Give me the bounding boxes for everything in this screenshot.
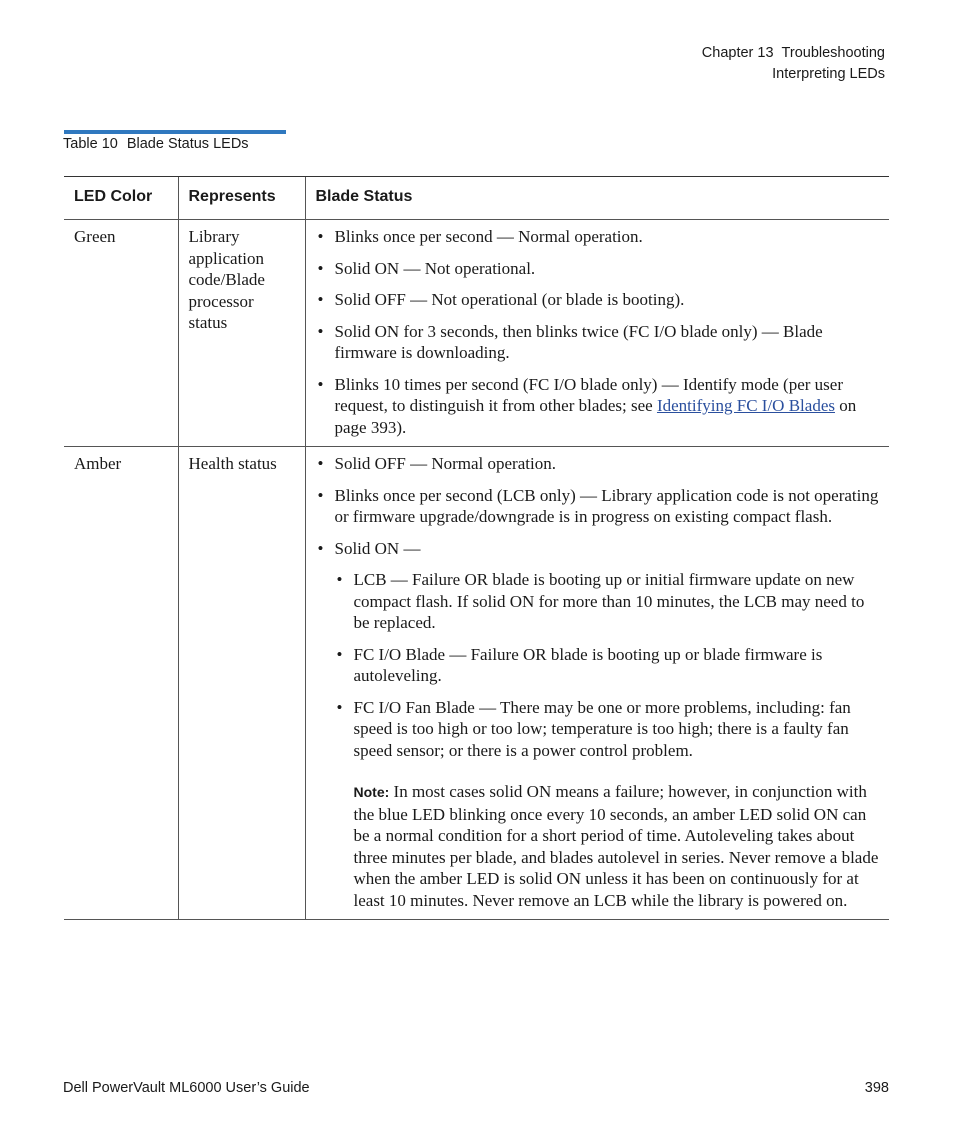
running-header [702, 43, 885, 84]
table-caption [63, 136, 249, 152]
status-text: Blinks once per second — Normal operation. [334, 227, 643, 246]
cell-represents: Health status [178, 447, 305, 920]
status-item [316, 321, 880, 364]
bullet-icon: • [317, 321, 324, 341]
identifying-fc-io-blades-link[interactable]: Identifying FC I/O Blades [656, 396, 835, 415]
sub-status-list [335, 569, 880, 761]
status-item [316, 538, 880, 912]
sub-status-item [335, 697, 880, 762]
bullet-icon: • [336, 644, 343, 664]
running-footer [63, 1080, 889, 1096]
status-text: Solid OFF — Not operational (or blade is booting). [334, 290, 685, 309]
sub-status-text: LCB — Failure OR blade is booting up or initial firmware update on new compact flash. If solid ON for more than 10 minutes, the LCB may need to be replaced. [353, 570, 865, 632]
status-text: on page 393). [334, 396, 857, 437]
table-header-row [64, 177, 889, 220]
table-row-amber [64, 447, 889, 920]
bullet-icon: • [336, 697, 343, 717]
blade-status-table [64, 176, 889, 920]
bullet-icon: • [317, 454, 324, 473]
status-item [316, 258, 880, 280]
status-item [316, 374, 880, 439]
note-text: In most cases solid ON means a failure; however, in conjunction with the blue LED blinking once every 10 seconds, an amber LED solid ON can be a normal condition for a short period of time. Autoleveling takes about three minutes per blade, and blades autolevel in series. Never remove a blade when the amber LED is solid ON unless it has been on continuously for at least 10 minutes. Never remove an LCB while the library is powered on. [353, 782, 879, 910]
cell-blade-status [305, 447, 889, 920]
sub-status-item [335, 644, 880, 687]
column-header-represents: Represents [178, 177, 305, 220]
header-section: Interpreting LEDs [772, 65, 885, 82]
status-item [316, 453, 880, 475]
bullet-icon: • [317, 374, 324, 394]
bullet-icon: • [317, 485, 324, 505]
footer-page-number: 398 [864, 1080, 889, 1096]
bullet-icon: • [317, 290, 324, 309]
header-chapter-title: Troubleshooting [781, 45, 885, 61]
table-row-green [64, 220, 889, 447]
status-text: Solid OFF — Normal operation. [334, 454, 556, 473]
bullet-icon: • [336, 570, 343, 589]
bullet-icon: • [317, 538, 324, 558]
sub-status-item [335, 569, 880, 634]
cell-led-color: Amber [64, 447, 178, 920]
status-list [316, 226, 880, 438]
cell-represents: Library application code/Blade processor status [178, 220, 305, 447]
footer-doc-title: Dell PowerVault ML6000 User’s Guide [63, 1080, 310, 1096]
sub-status-text: FC I/O Blade — Failure OR blade is booting up or blade firmware is autoleveling. [353, 644, 823, 685]
note [354, 781, 880, 911]
caption-title: Blade Status LEDs [126, 136, 249, 152]
status-list [316, 453, 880, 911]
status-item [316, 226, 880, 248]
column-header-blade-status: Blade Status [305, 177, 889, 220]
header-chapter [702, 43, 885, 64]
cell-blade-status [305, 220, 889, 447]
column-header-led-color: LED Color [64, 177, 178, 220]
status-item [316, 485, 880, 528]
status-item [316, 289, 880, 311]
bullet-icon: • [317, 227, 324, 246]
note-label: Note: [353, 784, 390, 800]
sub-status-text: FC I/O Fan Blade — There may be one or more problems, including: fan speed is too high or too low; temperature is too high; there is a faulty fan speed sensor; or there is a power control problem. [353, 697, 851, 760]
caption-rule [64, 130, 286, 134]
header-chapter-label: Chapter 13 [701, 45, 774, 61]
status-text: Solid ON — [334, 538, 421, 558]
cell-led-color: Green [64, 220, 178, 447]
caption-table-number: Table 10 [63, 136, 118, 152]
bullet-icon: • [317, 258, 324, 278]
status-text: Solid ON for 3 seconds, then blinks twice (FC I/O blade only) — Blade firmware is downloading. [334, 321, 823, 362]
status-text: Solid ON — Not operational. [334, 258, 536, 278]
status-text: Blinks 10 times per second (FC I/O blade only) — Identify mode (per user request, to distinguish it from other blades; see [334, 374, 843, 415]
status-text: Blinks once per second (LCB only) — Library application code is not operating or firmware upgrade/downgrade is in progress on existing compact flash. [334, 485, 879, 526]
